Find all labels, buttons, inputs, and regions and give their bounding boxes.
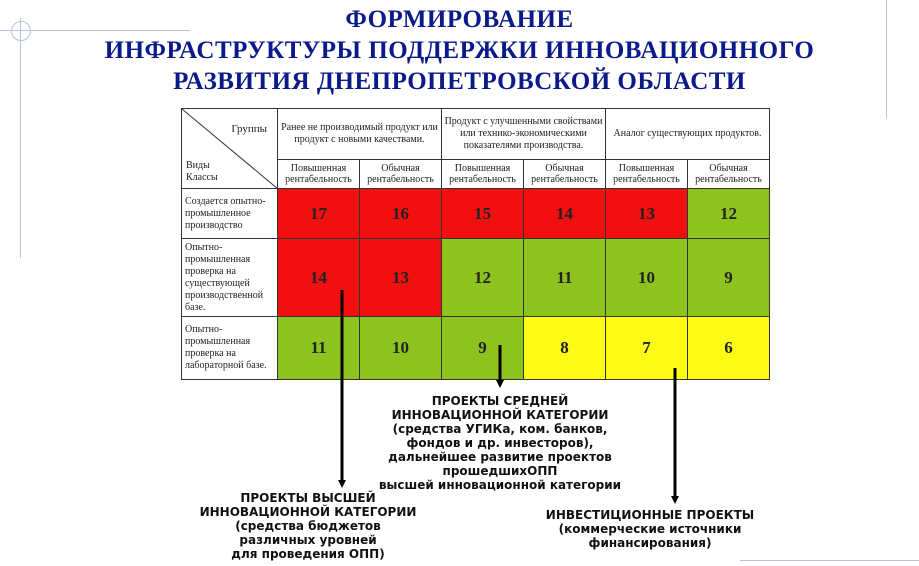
corner-kinds-line-1: Виды	[186, 160, 210, 171]
title-line-2: ИНФРАСТРУКТУРЫ ПОДДЕРЖКИ ИННОВАЦИОННОГО	[104, 37, 815, 64]
subheader-cell: Повышенная рентабельность	[442, 160, 524, 189]
value-cell: 14	[278, 239, 360, 317]
highest-line-2: ИННОВАЦИОННОЙ КАТЕГОРИИ	[199, 505, 417, 519]
group-header-improved-product: Продукт с улучшенными свойствами или технико-экономическими показателями производства.	[442, 109, 606, 160]
value-cell: 10	[360, 317, 442, 380]
value-cell: 10	[606, 239, 688, 317]
value-cell: 11	[524, 239, 606, 317]
value-cell: 12	[442, 239, 524, 317]
value-cell: 12	[688, 189, 770, 239]
highest-line-1: ПРОЕКТЫ ВЫСШЕЙ	[240, 491, 376, 505]
subheader-cell: Обычная рентабельность	[688, 160, 770, 189]
group-header-analog-product: Аналог существующих продуктов.	[606, 109, 770, 160]
middle-line-7: высшей инновационной категории	[378, 478, 622, 492]
highest-line-4: различных уровней	[239, 533, 377, 547]
value-cell: 7	[606, 317, 688, 380]
row-header-lab-base: Опытно-промышленная проверка на лабораторной базе.	[182, 317, 278, 380]
value-cell: 16	[360, 189, 442, 239]
group-header-new-product: Ранее не производимый продукт или продукт с новыми качествами.	[278, 109, 442, 160]
investment-line-3: финансирования)	[588, 536, 712, 550]
middle-line-4: фондов и др. инвесторов),	[406, 436, 594, 450]
investment-projects-label	[515, 508, 785, 550]
corner-groups-label: Группы	[231, 123, 267, 135]
corner-kinds-line-2: Классы	[186, 172, 218, 183]
value-cell: 8	[524, 317, 606, 380]
value-cell: 11	[278, 317, 360, 380]
subheader-cell: Повышенная рентабельность	[606, 160, 688, 189]
title-line-1: ФОРМИРОВАНИЕ	[345, 6, 574, 33]
subheader-cell: Повышенная рентабельность	[278, 160, 360, 189]
subheader-cell: Обычная рентабельность	[524, 160, 606, 189]
middle-line-3: (средства УГИКа, ком. банков,	[392, 422, 608, 436]
value-cell: 13	[606, 189, 688, 239]
value-cell: 17	[278, 189, 360, 239]
value-cell: 14	[524, 189, 606, 239]
highest-category-projects-label	[168, 491, 448, 561]
middle-line-2: ИННОВАЦИОННОЙ КАТЕГОРИИ	[391, 408, 609, 422]
value-cell: 6	[688, 317, 770, 380]
row-header-new-production: Создается опытно-промышленное производство	[182, 189, 278, 239]
middle-category-projects-label	[330, 394, 670, 492]
highest-line-3: (средства бюджетов	[235, 519, 381, 533]
highest-line-5: для проведения ОПП)	[231, 547, 385, 561]
value-cell: 15	[442, 189, 524, 239]
middle-line-6: прошедшихОПП	[442, 464, 558, 478]
row-header-existing-base: Опытно-промышленная проверка на существующей производственной базе.	[182, 239, 278, 317]
investment-line-2: (коммерческие источники	[558, 522, 742, 536]
middle-line-5: дальнейшее развитие проектов	[388, 450, 612, 464]
title-line-3: РАЗВИТИЯ ДНЕПРОПЕТРОВСКОЙ ОБЛАСТИ	[173, 68, 746, 95]
middle-line-1: ПРОЕКТЫ СРЕДНЕЙ	[431, 394, 569, 408]
value-cell: 9	[442, 317, 524, 380]
subheader-cell: Обычная рентабельность	[360, 160, 442, 189]
investment-line-1: ИНВЕСТИЦИОННЫЕ ПРОЕКТЫ	[545, 508, 755, 522]
value-cell: 9	[688, 239, 770, 317]
value-cell: 13	[360, 239, 442, 317]
